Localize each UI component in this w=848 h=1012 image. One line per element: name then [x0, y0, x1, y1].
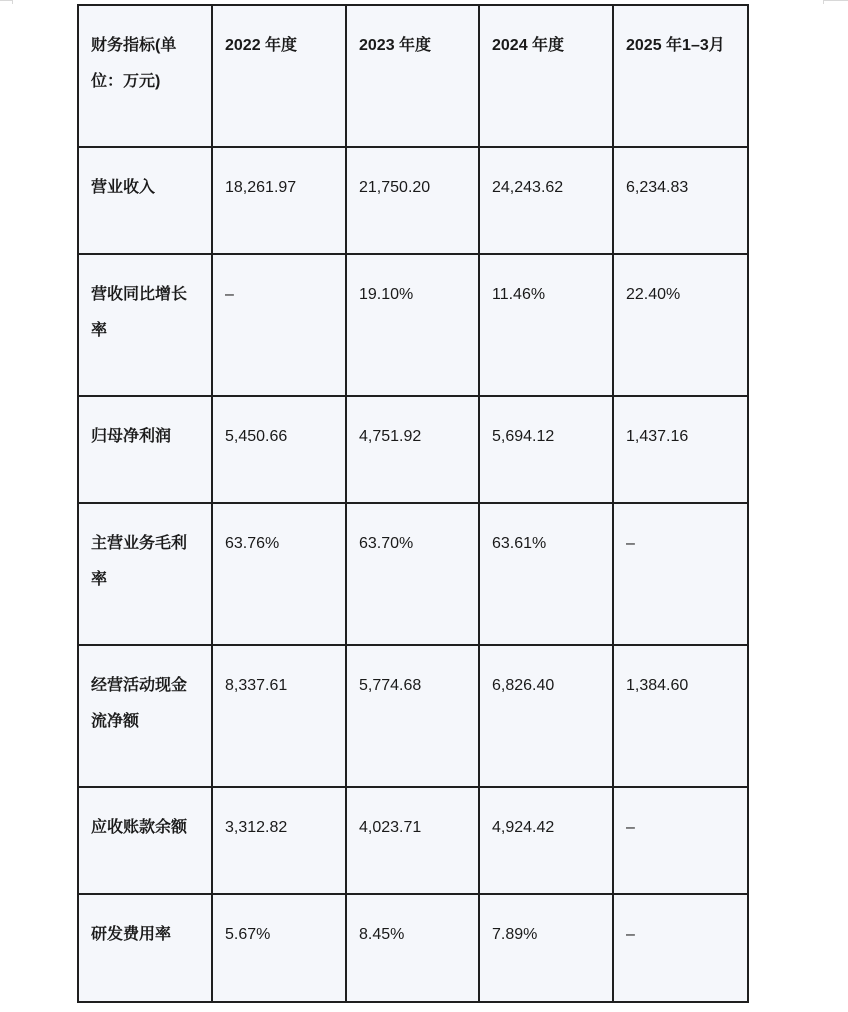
row-label: 应收账款余额: [78, 787, 212, 894]
header-cell-indicator: 财务指标(单位：万元): [78, 5, 212, 147]
table-row-net-profit: [78, 396, 748, 503]
table-cell: 5,450.66: [212, 396, 346, 503]
row-label: 营业收入: [78, 147, 212, 254]
table-cell: 63.76%: [212, 503, 346, 645]
table-cell: 19.10%: [346, 254, 479, 396]
table-cell: –: [613, 787, 748, 894]
table-cell: 6,234.83: [613, 147, 748, 254]
row-label: 归母净利润: [78, 396, 212, 503]
table-cell: –: [212, 254, 346, 396]
table-cell: 1,437.16: [613, 396, 748, 503]
table-cell: 7.89%: [479, 894, 613, 1002]
page-corner-mark-left: [0, 0, 13, 4]
table-cell: 4,924.42: [479, 787, 613, 894]
table-cell: 11.46%: [479, 254, 613, 396]
table-cell: 3,312.82: [212, 787, 346, 894]
header-cell-2025q1: 2025 年1–3月: [613, 5, 748, 147]
table-cell: 6,826.40: [479, 645, 613, 787]
table-row-gross-margin: [78, 503, 748, 645]
page-corner-mark-right: [823, 0, 848, 4]
table-cell: 1,384.60: [613, 645, 748, 787]
header-cell-2023: 2023 年度: [346, 5, 479, 147]
table-row-operating-cash-flow: [78, 645, 748, 787]
table-cell: 4,751.92: [346, 396, 479, 503]
table-row-revenue: [78, 147, 748, 254]
table-cell: 5,774.68: [346, 645, 479, 787]
table-cell: 5.67%: [212, 894, 346, 1002]
table-cell: 24,243.62: [479, 147, 613, 254]
table-cell: 4,023.71: [346, 787, 479, 894]
row-label: 经营活动现金流净额: [78, 645, 212, 787]
table-cell: 63.70%: [346, 503, 479, 645]
table-cell: 21,750.20: [346, 147, 479, 254]
row-label: 主营业务毛利率: [78, 503, 212, 645]
table-row-rd-expense-ratio: [78, 894, 748, 1002]
table-cell: –: [613, 503, 748, 645]
table-header-row: [78, 5, 748, 147]
row-label: 营收同比增长率: [78, 254, 212, 396]
table-cell: 5,694.12: [479, 396, 613, 503]
table-cell: 63.61%: [479, 503, 613, 645]
table-cell: 8,337.61: [212, 645, 346, 787]
financial-indicators-table: [77, 4, 749, 1003]
table-cell: 22.40%: [613, 254, 748, 396]
table-cell: 18,261.97: [212, 147, 346, 254]
table-row-accounts-receivable: [78, 787, 748, 894]
table-cell: –: [613, 894, 748, 1002]
table-cell: 8.45%: [346, 894, 479, 1002]
header-cell-2024: 2024 年度: [479, 5, 613, 147]
row-label: 研发费用率: [78, 894, 212, 1002]
table-row-revenue-growth: [78, 254, 748, 396]
header-cell-2022: 2022 年度: [212, 5, 346, 147]
